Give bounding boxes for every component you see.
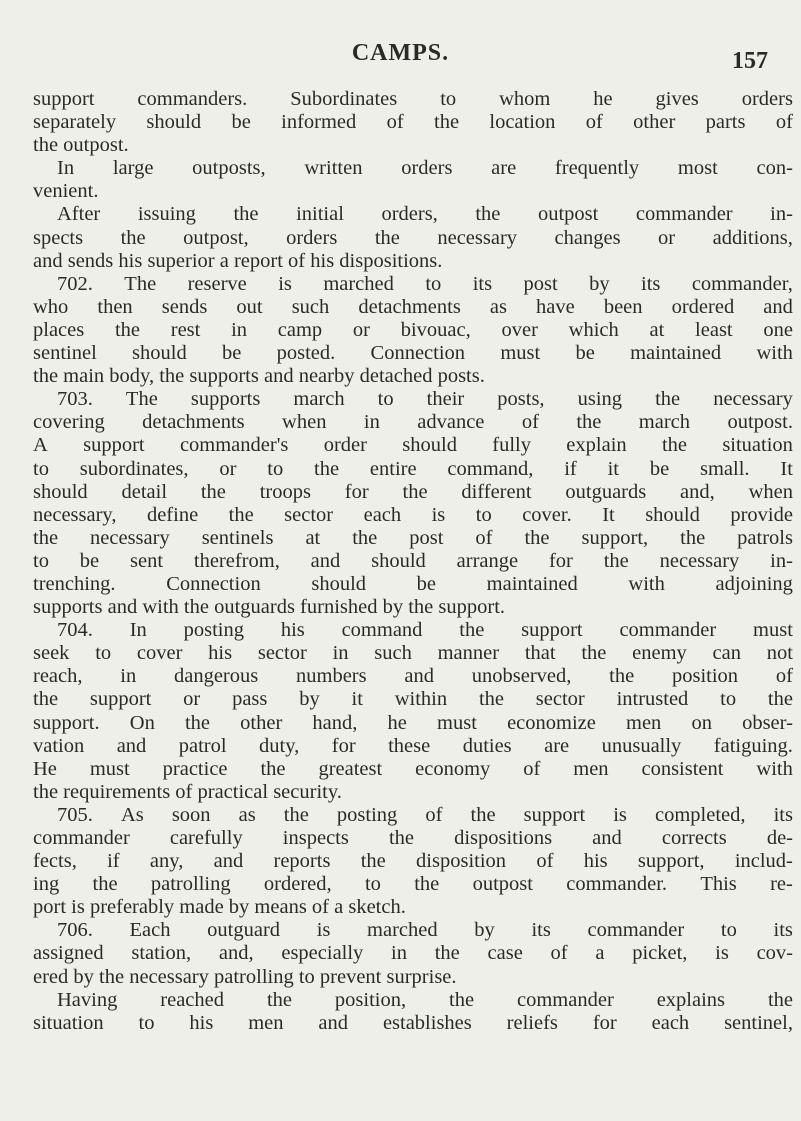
text-line: ered by the necessary patrolling to prevent surprise. [33,965,457,988]
text-line: the necessary sentinels at the post of the support, the patrols [33,526,793,549]
text-line: necessary, define the sector each is to cover. It should provide [33,503,793,526]
text-line: reach, in dangerous numbers and unobserved, the position of [33,665,793,688]
text-line: the outpost. [33,134,129,157]
text-line: supports and with the outguards furnished by the support. [33,596,506,619]
text-line: assigned station, and, especially in the case of a picket, is cov- [33,942,793,965]
text-line: places the rest in camp or bivouac, over which at least one [33,318,793,341]
page-number: 157 [732,48,768,74]
text-line: 704. In posting his command the support commander must [57,619,793,642]
text-line: support commanders. Subordinates to whom he gives orders [33,88,793,110]
text-line: port is preferably made by means of a sketch. [33,896,406,919]
text-line: separately should be informed of the location of other parts of [33,111,793,134]
text-line: sentinel should be posted. Connection must be maintained with [33,342,793,365]
text-line: to be sent therefrom, and should arrange for the necessary in- [33,549,793,572]
text-line: trenching. Connection should be maintained with adjoining [33,572,793,595]
text-line: vation and patrol duty, for these duties are unusually fatiguing. [33,734,793,757]
page-header [0,40,801,80]
text-line: fects, if any, and reports the disposition of his support, includ- [33,850,793,873]
text-line: After issuing the initial orders, the outpost commander in- [57,203,793,226]
text-line: situation to his men and establishes reliefs for each sentinel, [33,1011,793,1034]
running-head: CAMPS. [351,40,450,66]
text-line: should detail the troops for the different outguards and, when [33,480,793,503]
text-line: the requirements of practical security. [33,780,342,803]
text-line: 706. Each outguard is marched by its commander to its [57,919,793,942]
text-line: ing the patrolling ordered, to the outpost commander. This re- [33,873,793,896]
text-line: He must practice the greatest economy of men consistent with [33,757,793,780]
text-line: venient. [33,180,99,203]
text-line: spects the outpost, orders the necessary changes or additions, [33,226,793,249]
text-line: the main body, the supports and nearby detached posts. [33,365,485,388]
text-line: to subordinates, or to the entire command, if it be small. It [33,457,793,480]
text-line: the support or pass by it within the sector intrusted to the [33,688,793,711]
text-line: In large outposts, written orders are frequently most con- [57,157,793,180]
text-line: 705. As soon as the posting of the support is completed, its [57,803,793,826]
text-line: Having reached the position, the commander explains the [57,988,793,1011]
text-line: A support commander's order should fully explain the situation [33,434,793,457]
text-line: covering detachments when in advance of the march outpost. [33,411,793,434]
text-line: seek to cover his sector in such manner that the enemy can not [33,642,793,665]
text-line: 702. The reserve is marched to its post by its commander, [57,272,793,295]
text-line: and sends his superior a report of his dispositions. [33,249,443,272]
text-line: support. On the other hand, he must economize men on obser- [33,711,793,734]
body-text [33,88,793,1035]
text-line: 703. The supports march to their posts, using the necessary [57,388,793,411]
text-line: commander carefully inspects the dispositions and corrects de- [33,827,793,849]
text-line: who then sends out such detachments as have been ordered and [33,295,793,318]
